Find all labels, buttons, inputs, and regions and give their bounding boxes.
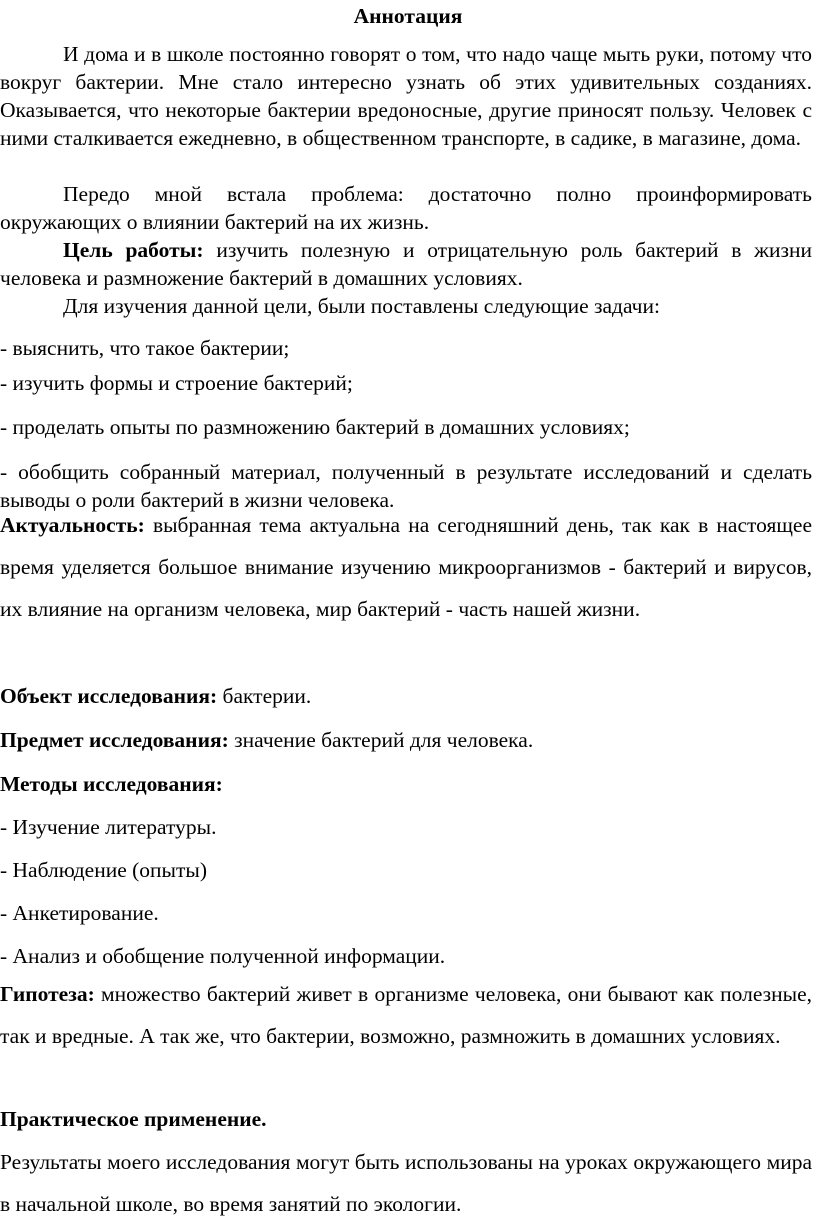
practical-heading: Практическое применение. xyxy=(0,1107,267,1131)
task-item: - изучить формы и строение бактерий; xyxy=(0,371,353,395)
goal-label: Цель работы: xyxy=(63,238,204,262)
subject-line xyxy=(0,726,812,754)
hypothesis-paragraph xyxy=(0,973,812,1057)
goal-text: изучить полезную и отрицательную роль бактерий в жизни человека и размножение бактерий в домашних условиях. xyxy=(0,238,812,290)
object-text: бактерии. xyxy=(217,684,312,708)
task-item: - выяснить, что такое бактерии; xyxy=(0,336,290,360)
methods-heading: Методы исследования: xyxy=(0,772,223,796)
tasks-intro: Для изучения данной цели, были поставлены следующие задачи: xyxy=(63,294,660,318)
object-line xyxy=(0,682,812,710)
hypothesis-label: Гипотеза: xyxy=(0,982,95,1006)
relevance-text: выбранная тема актуальна на сегодняшний день, так как в настоящее время уделяется большое внимание изучению микроорганизмов - бактерий и вирусов, их влияние на организм человека, мир бактерий - часть нашей жизни. xyxy=(0,513,812,621)
goal-paragraph xyxy=(0,236,812,292)
intro-paragraph: И дома и в школе постоянно говорят о том, что надо чаще мыть руки, потому что вокруг бактерии. Мне стало интересно узнать об этих удивительных созданиях. Оказывается, что некоторые бактерии вредоносные, другие приносят пользу. Человек с ними сталкивается ежедневно, в общественном транспорте, в садике, в магазине, дома. xyxy=(0,42,812,150)
subject-label: Предмет исследования: xyxy=(0,728,229,752)
method-item: - Анализ и обобщение полученной информации. xyxy=(0,944,446,968)
object-label: Объект исследования: xyxy=(0,684,218,708)
relevance-paragraph xyxy=(0,504,812,630)
task-item: - проделать опыты по размножению бактерий в домашних условиях; xyxy=(0,415,630,439)
method-item: - Изучение литературы. xyxy=(0,815,217,839)
document-title: Аннотация xyxy=(353,4,463,28)
method-item: - Анкетирование. xyxy=(0,901,159,925)
task-item: - обобщить собранный материал, полученный в результате исследований и сделать выводы о роли бактерий в жизни человека. xyxy=(0,460,812,512)
practical-paragraph: Результаты моего исследования могут быть использованы на уроках окружающего мира в начальной школе, во время занятий по экологии. xyxy=(0,1150,812,1216)
method-item: - Наблюдение (опыты) xyxy=(0,858,207,882)
subject-text: значение бактерий для человека. xyxy=(228,728,534,752)
problem-paragraph: Передо мной встала проблема: достаточно полно проинформировать окружающих о влиянии бактерий на их жизнь. xyxy=(0,182,812,234)
relevance-label: Актуальность: xyxy=(0,513,145,537)
hypothesis-text: множество бактерий живет в организме человека, они бывают как полезные, так и вредные. А так же, что бактерии, возможно, размножить в домашних условиях. xyxy=(0,982,812,1048)
